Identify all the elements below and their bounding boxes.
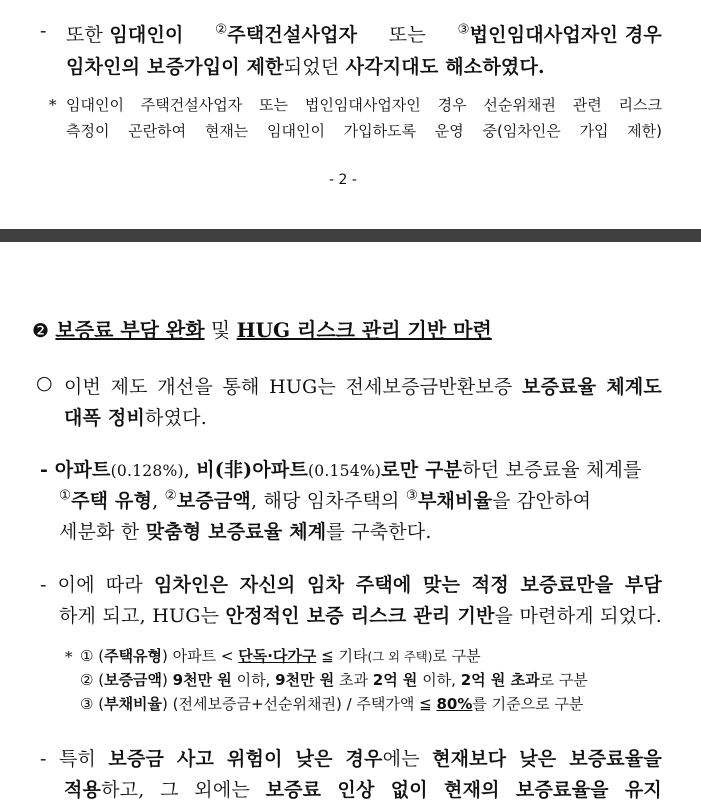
circle-bullet: ○ <box>36 372 53 394</box>
page-number: - 2 - <box>329 172 357 188</box>
note-row: ③ (부채비율) (전세보증금+선순위채권) / 주택가액 ≦ 80%를 기준으로 구분 <box>80 695 584 713</box>
paragraph-line: - 특히 보증금 사고 위험이 낮은 경우에는 현재보다 낮은 보증료율을 <box>40 748 662 770</box>
paragraph-line <box>66 20 662 47</box>
text-segment: - 아파트(0.128%), 비(非)아파트(0.154%)로만 구분하던 보증료율 체계를 <box>40 459 642 481</box>
note-row: ② (보증금액) 9천만 원 이하, 9천만 원 초과 2억 원 이하, 2억 원 초과로 구분 <box>80 671 588 689</box>
paragraph-line <box>40 455 662 482</box>
paragraph-line: 대폭 정비하였다. <box>64 407 207 429</box>
text-segment: ②주택건설사업자 <box>215 22 358 46</box>
text-segment: ③법인임대사업자인 경우 <box>457 22 662 46</box>
paragraph-line <box>59 486 662 513</box>
note-asterisk: * <box>49 96 57 114</box>
note-line-1: 임대인이 주택건설사업자 또는 법인임대사업자인 경우 선순위채권 관련 리스크 <box>66 96 662 114</box>
paragraph-line: 세분화 한 맞춤형 보증료율 체계를 구축한다. <box>59 521 432 543</box>
note-row: ① (주택유형) 아파트 < 단독·다가구 ≦ 기타(그 외 주택)로 구분 <box>80 647 481 665</box>
paragraph-line: 하게 되고, HUG는 안정적인 보증 리스크 관리 기반을 마련하게 되었다. <box>59 605 662 627</box>
bullet-dash: - <box>40 20 47 42</box>
paragraph-line: 이번 제도 개선을 통해 HUG는 전세보증금반환보증 보증료율 체계도 <box>64 376 662 398</box>
paragraph-line: 적용하고, 그 외에는 보증료 인상 없이 현재의 보증료율을 유지 <box>64 779 662 801</box>
text-segment: 또는 <box>388 24 426 46</box>
note-asterisk: * <box>65 648 73 666</box>
text-segment: 또한 임대인이 <box>66 24 184 46</box>
paragraph-line: - 이에 따라 임차인은 자신의 임차 주택에 맞는 적정 보증료만을 부담 <box>40 574 662 596</box>
section-heading: ❷ 보증료 부담 완화 및 HUG 리스크 관리 기반 마련 <box>32 318 492 342</box>
page-separator <box>0 229 701 242</box>
paragraph-line: 임차인의 보증가입이 제한되었던 사각지대도 해소하였다. <box>66 56 545 78</box>
note-line-2: 측정이 곤란하여 현재는 임대인이 가입하도록 운영 중(임차인은 가입 제한) <box>66 122 662 140</box>
text-segment: ①주택 유형, ②보증금액, 해당 임차주택의 ③부채비율을 감안하여 <box>59 488 592 512</box>
